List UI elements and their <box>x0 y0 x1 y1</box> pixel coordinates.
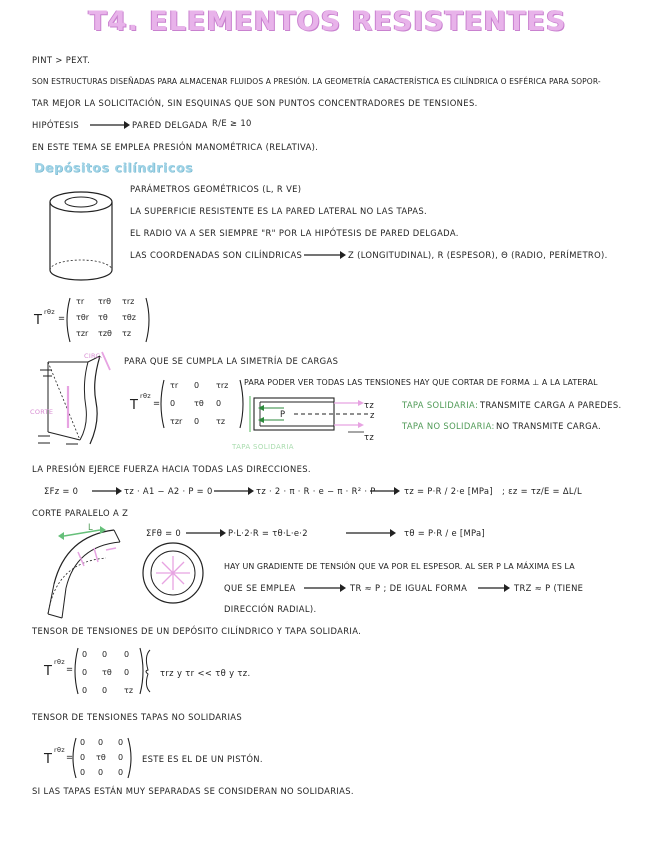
tensor-superscript: rθz <box>54 746 65 754</box>
sym-note: PARA PODER VER TODAS LAS TENSIONES HAY QUE CORTAR DE FORMA ⊥ A LA LATERAL <box>244 378 598 387</box>
final-note: SI LAS TAPAS ESTÁN MUY SEPARADAS SE CONSIDERAN NO SOLIDARIAS. <box>32 786 354 796</box>
tensor-nosol-note: ESTE ES EL DE UN PISTÓN. <box>142 754 263 764</box>
cyl-radius: EL RADIO VA A SER SIEMPRE "R" POR LA HIPÓTESIS DE PARED DELGADA. <box>130 228 459 238</box>
label-tz-1: τz <box>364 400 375 410</box>
tapa-no-solidaria-text: NO TRANSMITE CARGA. <box>496 421 601 431</box>
cyl-coords: LAS COORDENADAS SON CILÍNDRICAS <box>130 250 303 260</box>
cyl-param: PARÁMETROS GEOMÉTRICOS (L, R VE) <box>130 184 302 194</box>
intro-pint: PINT > PEXT. <box>32 55 91 65</box>
cyl-surface: LA SUPERFICIE RESISTENTE ES LA PARED LATERAL NO LAS TAPAS. <box>130 206 428 216</box>
arrow-icon <box>478 583 510 593</box>
corte-eq-2: P·L·2·R = τθ·L·e·2 <box>228 528 308 538</box>
tensor-superscript: rθz <box>140 392 151 400</box>
arrow-icon <box>370 486 400 496</box>
tensor-nosol-heading: TENSOR DE TENSIONES TAPAS NO SOLIDARIAS <box>32 712 243 722</box>
corte-eq-3: τθ = P·R / e [MPa] <box>404 528 485 538</box>
pressure-line: LA PRESIÓN EJERCE FUERZA HACIA TODAS LAS DIRECCIONES. <box>32 464 311 474</box>
tensor-sol-note: τrz y τr << τθ y τz. <box>160 668 251 678</box>
tapa-solidaria-text: TRANSMITE CARGA A PAREDES. <box>480 400 622 410</box>
wedge-section-drawing <box>38 352 133 452</box>
label-corte: CORTE <box>30 408 54 416</box>
arrow-icon <box>186 528 226 538</box>
tensor-symbol: T <box>34 313 43 328</box>
tensor-superscript: rθz <box>54 658 65 666</box>
page-title: T4. ELEMENTOS RESISTENTES <box>88 6 567 37</box>
arrow-icon <box>90 120 130 130</box>
gradient-line-2c: ΤRZ ≈ P (TIENE <box>514 583 584 593</box>
cylinder-drawing <box>48 190 118 285</box>
corte-label: CORTE PARALELO A Z <box>32 508 129 518</box>
pressure-eq-1: ΣFz = 0 <box>44 486 79 496</box>
hypothesis-condition: R/E ≥ 10 <box>212 118 252 128</box>
ring-section-drawing <box>140 540 206 606</box>
gradient-line-3: DIRECCIÓN RADIAL). <box>224 604 317 614</box>
label-tapa-solidaria: TAPA SOLIDARIA <box>232 443 294 451</box>
shell-section-drawing <box>44 522 139 622</box>
label-l: L <box>88 522 93 532</box>
tapa-no-solidaria-label: TAPA NO SOLIDARIA: <box>402 421 495 431</box>
tensor-superscript: rθz <box>44 308 55 316</box>
arrow-icon <box>304 250 346 260</box>
arrow-icon <box>304 583 346 593</box>
tensor-symbol: T <box>130 398 139 413</box>
tapa-diagram <box>248 394 398 444</box>
arrow-icon <box>346 528 396 538</box>
intro-gauge-pressure: EN ESTE TEMA SE EMPLEA PRESIÓN MANOMÉTRICA (RELATIVA). <box>32 142 319 152</box>
corte-eq-1: ΣFθ = 0 <box>146 528 182 538</box>
arrow-icon <box>214 486 254 496</box>
tensor-sol-heading: TENSOR DE TENSIONES DE UN DEPÓSITO CILÍNDRICO Y TAPA SOLIDARIA. <box>32 626 362 636</box>
sym-line: PARA QUE SE CUMPLA LA SIMETRÍA DE CARGAS <box>124 356 339 366</box>
label-z: z <box>370 410 375 420</box>
pressure-eq-2: τz · A1 − A2 · P = 0 <box>124 486 213 496</box>
label-circ: CIRC. <box>84 352 103 360</box>
gradient-line-2a: QUE SE EMPLEA <box>224 583 296 593</box>
arrow-icon <box>92 486 122 496</box>
hypothesis-label: HIPÓTESIS <box>32 120 80 130</box>
label-tz-2: τz <box>364 432 375 442</box>
gradient-line-2b: ΤR ≈ P ; DE IGUAL FORMA <box>350 583 468 593</box>
intro-definition-2: TAR MEJOR LA SOLICITACIÓN, SIN ESQUINAS QUE SON PUNTOS CONCENTRADORES DE TENSIONES. <box>32 98 478 108</box>
gradient-line-1: HAY UN GRADIENTE DE TENSIÓN QUE VA POR EL ESPESOR. AL SER P LA MÁXIMA ES LA <box>224 562 575 571</box>
tapa-solidaria-label: TAPA SOLIDARIA: <box>402 400 479 410</box>
pressure-eq-3: τz · 2 · π · R · e − π · R² · P <box>256 486 376 496</box>
label-p: P <box>280 409 286 419</box>
intro-definition-1: SON ESTRUCTURAS DISEÑADAS PARA ALMACENAR FLUIDOS A PRESIÓN. LA GEOMETRÍA CARACTERÍSTICA ES CILÍNDRICA O ESFÉRICA PARA SOPOR- <box>32 77 601 86</box>
pressure-eq-4: τz = P·R / 2·e [MPa] <box>404 486 493 496</box>
cyl-coords-values: Z (LONGITUDINAL), R (ESPESOR), Θ (RADIO, PERÍMETRO). <box>348 250 608 260</box>
pressure-eq-5: ; εz = τz/E = ΔL/L <box>502 486 582 496</box>
tensor-symbol: T <box>44 664 53 679</box>
section-heading: Depósitos cilíndricos <box>34 160 194 175</box>
tensor-symbol: T <box>44 752 53 767</box>
hypothesis-value: PARED DELGADA <box>132 120 208 130</box>
